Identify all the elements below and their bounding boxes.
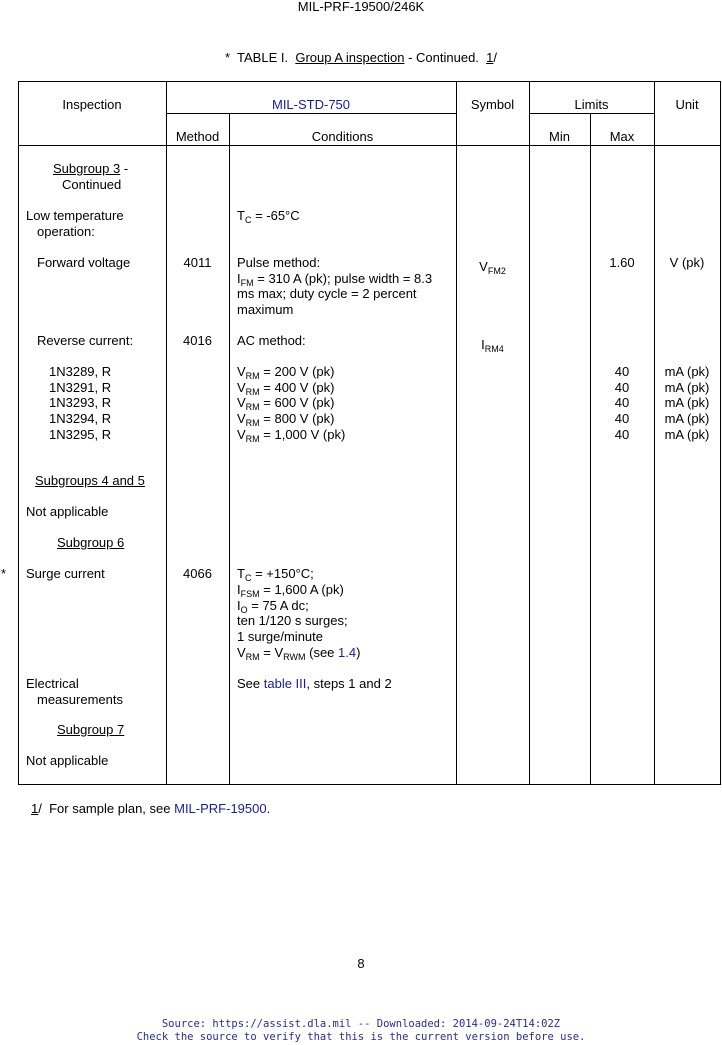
row-max: 40 bbox=[614, 395, 630, 410]
header-limits: Limits bbox=[574, 97, 609, 112]
forward-cond-2: $I_{FM} = 310$ A (pk); pulse width = 8.3 bbox=[237, 271, 433, 288]
row-max: 40 bbox=[614, 411, 630, 426]
surge-cond-5: 1 surge/minute bbox=[237, 629, 323, 644]
header-conditions: Conditions bbox=[311, 129, 374, 144]
header-inspection: Inspection bbox=[62, 97, 122, 112]
row-condition: $V_{RM} = 200$ V (pk) bbox=[237, 364, 335, 381]
header-std[interactable]: MIL-STD-750 bbox=[271, 97, 351, 112]
page-number: 8 bbox=[357, 956, 365, 971]
forward-max: 1.60 bbox=[609, 255, 635, 270]
note-slash: / bbox=[493, 50, 498, 65]
row-unit: mA (pk) bbox=[664, 427, 710, 442]
electrical-label-2: measurements bbox=[37, 692, 123, 707]
subgroup6-title: Subgroup 6 bbox=[57, 535, 125, 550]
part-number: 1N3295, R bbox=[49, 427, 112, 442]
surge-cond-4: ten 1/120 s surges; bbox=[237, 613, 348, 628]
subgroup7-title: Subgroup 7 bbox=[57, 722, 125, 737]
forward-voltage-label: Forward voltage bbox=[37, 255, 131, 270]
note-ref[interactable]: 1 bbox=[486, 50, 494, 65]
row-unit: mA (pk) bbox=[664, 364, 710, 379]
header-min: Min bbox=[549, 129, 570, 144]
row-condition: $V_{RM} = 600$ V (pk) bbox=[237, 395, 335, 412]
document-id: MIL-PRF-19500/246K bbox=[297, 0, 425, 14]
row-condition: $V_{RM} = 800$ V (pk) bbox=[237, 411, 335, 428]
surge-cond-6: $V_{RM} = V_{RWM}$ (see 1.4) bbox=[237, 645, 361, 662]
row-unit: mA (pk) bbox=[664, 380, 710, 395]
reverse-current-condition: AC method: bbox=[237, 333, 306, 348]
header-symbol: Symbol bbox=[470, 97, 515, 112]
source-line-2: Check the source to verify that this is the current version before use. bbox=[136, 1031, 586, 1043]
surge-current-method: 4066 bbox=[183, 566, 212, 581]
reverse-current-method: 4016 bbox=[183, 333, 212, 348]
row-condition: $V_{RM} = 1,000$ V (pk) bbox=[237, 427, 346, 444]
forward-cond-3: ms max; duty cycle = 2 percent bbox=[237, 286, 417, 301]
forward-cond-4: maximum bbox=[237, 302, 294, 317]
forward-unit: V (pk) bbox=[669, 255, 705, 270]
part-number: 1N3294, R bbox=[49, 411, 112, 426]
row-max: 40 bbox=[614, 364, 630, 379]
surge-current-label: Surge current bbox=[26, 566, 105, 581]
row-max: 40 bbox=[614, 380, 630, 395]
subgroups45-na: Not applicable bbox=[26, 504, 109, 519]
continued-text: - Continued. bbox=[408, 50, 479, 65]
footnote-ref: 1 bbox=[31, 801, 39, 816]
footnote: 1/ For sample plan, see MIL-PRF-19500. bbox=[31, 801, 271, 816]
electrical-label-1: Electrical bbox=[26, 676, 79, 691]
group-a-title: Group A inspection bbox=[295, 50, 405, 65]
forward-symbol: $V_{FM2}$ bbox=[479, 259, 506, 276]
part-number: 1N3291, R bbox=[49, 380, 112, 395]
low-temp-label-2: operation: bbox=[37, 224, 95, 239]
forward-cond-1: Pulse method: bbox=[237, 255, 321, 270]
table-label: TABLE I. bbox=[237, 50, 289, 65]
row-max: 40 bbox=[614, 427, 630, 442]
change-star: * bbox=[1, 566, 7, 581]
row-unit: mA (pk) bbox=[664, 395, 710, 410]
reverse-current-label: Reverse current: bbox=[37, 333, 134, 348]
surge-cond-2: $I_{FSM} = 1,600$ A (pk) bbox=[237, 582, 344, 599]
subgroup3-continued: Continued bbox=[62, 177, 122, 192]
subgroup7-na: Not applicable bbox=[26, 753, 109, 768]
mil-prf-link[interactable]: MIL-PRF-19500 bbox=[174, 801, 267, 816]
header-unit: Unit bbox=[675, 97, 699, 112]
title-star: * bbox=[224, 50, 231, 65]
low-temp-label-1: Low temperature bbox=[26, 208, 124, 223]
part-number: 1N3289, R bbox=[49, 364, 112, 379]
electrical-condition: See table III, steps 1 and 2 bbox=[237, 676, 392, 691]
surge-cond-3: $I_O = 75$ A dc; bbox=[237, 598, 309, 615]
table-title bbox=[0, 50, 722, 65]
header-max: Max bbox=[609, 129, 635, 144]
forward-voltage-method: 4011 bbox=[183, 255, 212, 270]
part-number: 1N3293, R bbox=[49, 395, 112, 410]
low-temp-condition: $T_C = -65^\circ C$ bbox=[237, 208, 300, 225]
header-method: Method bbox=[175, 129, 220, 144]
section-link[interactable]: 1.4 bbox=[338, 645, 357, 660]
subgroups45-title: Subgroups 4 and 5 bbox=[35, 473, 145, 488]
row-unit: mA (pk) bbox=[664, 411, 710, 426]
source-line-1: Source: https://assist.dla.mil -- Downloaded: 2014-09-24T14:02Z bbox=[161, 1018, 561, 1030]
surge-cond-1: $T_C = +150^\circ C$; bbox=[237, 566, 314, 583]
row-condition: $V_{RM} = 400$ V (pk) bbox=[237, 380, 335, 397]
table-iii-link[interactable]: table III bbox=[263, 676, 307, 691]
subgroup3-title: Subgroup 3 - bbox=[53, 161, 129, 176]
reverse-symbol: $I_{RM4}$ bbox=[481, 337, 504, 354]
